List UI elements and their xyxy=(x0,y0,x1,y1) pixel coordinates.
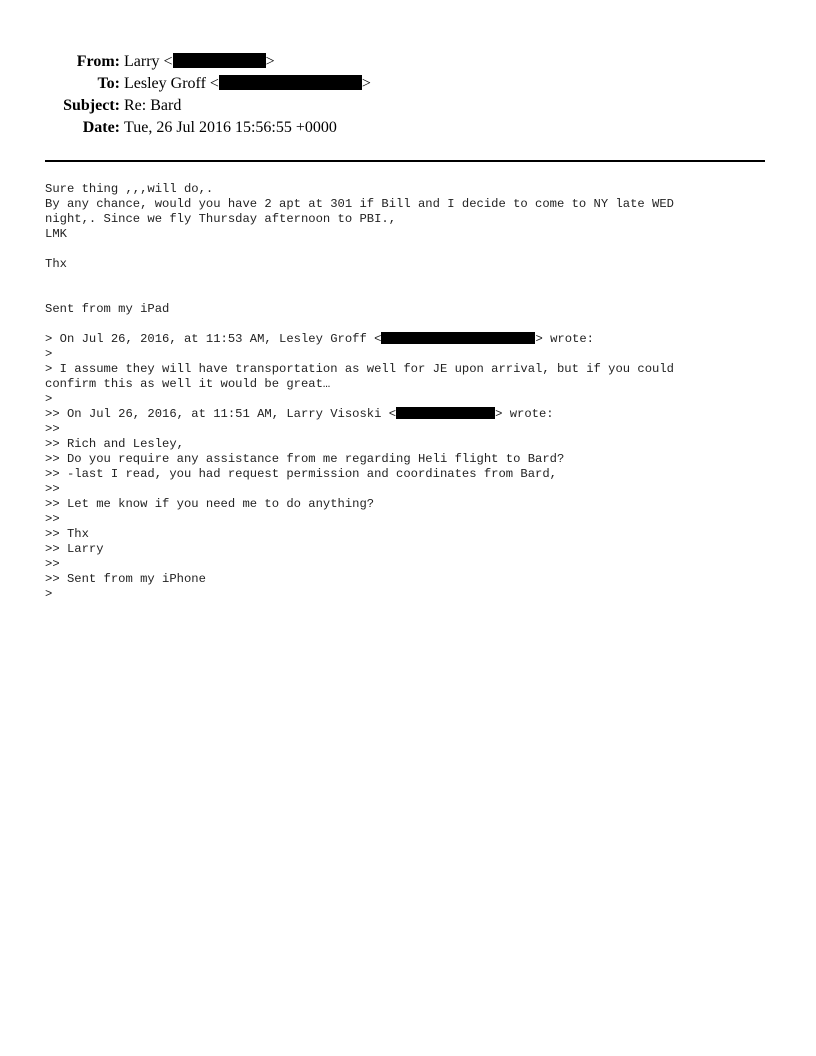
to-close: > xyxy=(361,75,371,92)
blank-line xyxy=(45,287,775,302)
to-value xyxy=(124,73,371,95)
quoted-line: >> Rich and Lesley, xyxy=(45,437,184,451)
blank-line xyxy=(45,242,775,257)
blank-line xyxy=(45,317,775,332)
quoted-line: > xyxy=(45,347,53,361)
quoted-line: > I assume they will have transportation as well for JE upon arrival, but if you could xyxy=(45,362,674,376)
quote-header-text: >> On Jul 26, 2016, at 11:51 AM, Larry Visoski < xyxy=(45,407,397,421)
quoted-line: > xyxy=(45,392,53,406)
quote-header-line xyxy=(45,407,775,422)
redaction-block xyxy=(381,332,535,344)
date-value: Tue, 26 Jul 2016 15:56:55 +0000 xyxy=(124,119,337,136)
quoted-line: >> xyxy=(45,422,60,436)
quoted-line: >> Let me know if you need me to do anything? xyxy=(45,497,375,511)
from-close: > xyxy=(265,53,275,70)
from-value xyxy=(124,51,275,73)
quoted-line: >> -last I read, you had request permission and coordinates from Bard, xyxy=(45,467,557,481)
to-label: To: xyxy=(97,75,120,92)
header-divider xyxy=(45,160,765,162)
quote-header-line xyxy=(45,332,775,347)
email-body xyxy=(45,182,775,602)
body-line: Sure thing ,,,will do,. xyxy=(45,182,214,196)
quoted-line: >> xyxy=(45,482,60,496)
to-row xyxy=(0,73,816,95)
redaction-block xyxy=(396,407,495,419)
subject-value: Re: Bard xyxy=(124,97,182,114)
quoted-line: >> Thx xyxy=(45,527,89,541)
from-name: Larry < xyxy=(124,53,173,70)
body-line: Thx xyxy=(45,257,67,271)
body-line: Sent from my iPad xyxy=(45,302,170,316)
quote-header-suffix: > wrote: xyxy=(495,407,554,421)
email-header xyxy=(0,51,816,139)
quoted-line: >> Sent from my iPhone xyxy=(45,572,206,586)
redaction-block xyxy=(173,53,266,68)
blank-line xyxy=(45,272,775,287)
quoted-line: confirm this as well it would be great… xyxy=(45,377,331,391)
date-row xyxy=(0,117,816,139)
quote-header-text: > On Jul 26, 2016, at 11:53 AM, Lesley Groff < xyxy=(45,332,382,346)
subject-row xyxy=(0,95,816,117)
subject-label: Subject: xyxy=(63,97,120,114)
quote-header-suffix: > wrote: xyxy=(535,332,594,346)
quoted-line: > xyxy=(45,587,53,601)
from-label: From: xyxy=(76,53,120,70)
from-row xyxy=(0,51,816,73)
quoted-line: >> xyxy=(45,512,60,526)
redaction-block xyxy=(219,75,362,90)
to-name: Lesley Groff < xyxy=(124,75,219,92)
quoted-line: >> Do you require any assistance from me regarding Heli flight to Bard? xyxy=(45,452,565,466)
body-line: night,. Since we fly Thursday afternoon to PBI., xyxy=(45,212,397,226)
quoted-line: >> xyxy=(45,557,60,571)
quoted-line: >> Larry xyxy=(45,542,104,556)
body-line: LMK xyxy=(45,227,67,241)
date-label: Date: xyxy=(82,119,120,136)
body-line: By any chance, would you have 2 apt at 301 if Bill and I decide to come to NY late WED xyxy=(45,197,674,211)
